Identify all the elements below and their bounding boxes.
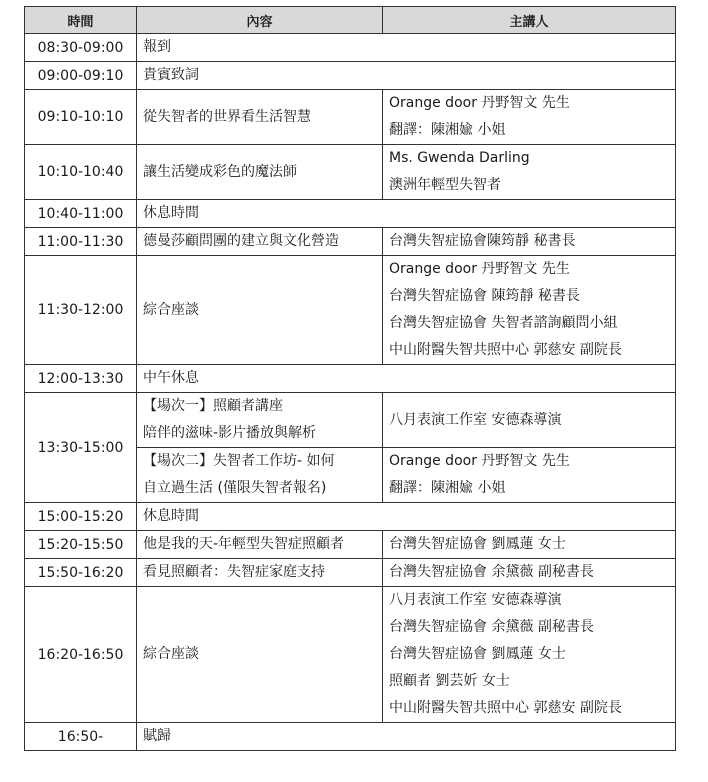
time-cell: 12:00-13:30 (25, 365, 137, 393)
time-cell: 15:50-16:20 (25, 559, 137, 587)
table-row (25, 62, 676, 90)
speaker-line: 台灣失智症協會 余黛薇 副秘書長 (389, 564, 594, 580)
content-line: 貴賓致詞 (143, 67, 199, 83)
speaker-line: Orange door 丹野智文 先生 (389, 95, 570, 111)
time-cell: 16:20-16:50 (25, 587, 137, 723)
content-line: 看見照顧者：失智症家庭支持 (143, 564, 325, 580)
time-cell: 15:20-15:50 (25, 531, 137, 559)
speaker-line: 照顧者 劉芸妡 女士 (389, 673, 510, 689)
time-cell: 15:00-15:20 (25, 503, 137, 531)
speaker-line: 八月表演工作室 安德森導演 (389, 592, 562, 608)
content-line: 陪伴的滋味-影片播放與解析 (143, 425, 317, 441)
time-cell: 11:30-12:00 (25, 256, 137, 365)
time-cell: 13:30-15:00 (25, 393, 137, 503)
content-cell (137, 448, 383, 503)
content-line: 綜合座談 (143, 301, 199, 318)
speaker-line: 翻譯：陳湘婾 小姐 (389, 122, 506, 138)
speaker-line: 澳洲年輕型失智者 (389, 177, 501, 193)
content-cell (137, 531, 383, 559)
content-line: 【場次二】失智者工作坊- 如何 (143, 453, 335, 469)
speaker-line: Orange door 丹野智文 先生 (389, 453, 570, 469)
table-row (25, 200, 676, 228)
table-row (25, 559, 676, 587)
table-row (25, 503, 676, 531)
content-line: 休息時間 (143, 508, 199, 524)
speaker-cell (383, 228, 676, 256)
speaker-line: 八月表演工作室 安德森導演 (389, 411, 562, 428)
table-row (25, 723, 676, 751)
content-cell (137, 62, 676, 90)
content-cell (137, 200, 676, 228)
header-speaker: 主講人 (383, 7, 676, 34)
table-row (25, 228, 676, 256)
content-cell (137, 393, 383, 448)
content-line: 他是我的天-年輕型失智症照顧者 (143, 536, 345, 552)
speaker-line: 台灣失智症協會 陳筠靜 秘書長 (389, 288, 580, 304)
time-cell: 09:10-10:10 (25, 90, 137, 145)
speaker-line: Orange door 丹野智文 先生 (389, 261, 570, 277)
header-content: 內容 (137, 7, 383, 34)
content-cell (137, 228, 383, 256)
content-cell (137, 559, 383, 587)
table-row (25, 365, 676, 393)
time-cell: 10:10-10:40 (25, 145, 137, 200)
content-line: 德曼莎顧問團的建立與文化營造 (143, 233, 339, 249)
speaker-line: 台灣失智症協會 劉鳳蓮 女士 (389, 536, 566, 552)
header-row (25, 7, 676, 34)
speaker-cell (383, 559, 676, 587)
content-line: 自立過生活 (僅限失智者報名) (143, 480, 327, 496)
speaker-line: Ms. Gwenda Darling (389, 150, 530, 166)
time-cell: 10:40-11:00 (25, 200, 137, 228)
time-cell: 09:00-09:10 (25, 62, 137, 90)
content-cell (137, 145, 383, 200)
speaker-line: 台灣失智症協會陳筠靜 秘書長 (389, 233, 576, 249)
content-cell (137, 587, 383, 723)
speaker-line: 中山附醫失智共照中心 郭慈安 副院長 (389, 700, 622, 716)
content-line: 從失智者的世界看生活智慧 (143, 108, 311, 125)
speaker-line: 台灣失智症協會 余黛薇 副秘書長 (389, 619, 594, 635)
content-line: 【場次一】照顧者講座 (143, 398, 283, 414)
time-cell: 08:30-09:00 (25, 34, 137, 62)
content-cell (137, 90, 383, 145)
content-line: 綜合座談 (143, 646, 199, 662)
speaker-line: 台灣失智症協會 劉鳳蓮 女士 (389, 646, 566, 662)
speaker-line: 中山附醫失智共照中心 郭慈安 副院長 (389, 342, 622, 358)
table-row (25, 587, 676, 723)
speaker-cell (383, 587, 676, 723)
header-time: 時間 (25, 7, 137, 34)
schedule-table (24, 6, 676, 751)
speaker-cell (383, 256, 676, 365)
content-line: 賦歸 (143, 728, 171, 744)
content-line: 報到 (143, 39, 171, 55)
table-row (25, 90, 676, 145)
speaker-cell (383, 531, 676, 559)
speaker-cell (383, 393, 676, 448)
table-row (25, 256, 676, 365)
speaker-line: 台灣失智症協會 失智者諮詢顧問小組 (389, 315, 618, 331)
table-row (25, 531, 676, 559)
content-cell (137, 503, 676, 531)
table-row (25, 393, 676, 448)
content-line: 中午休息 (143, 370, 199, 386)
speaker-cell (383, 90, 676, 145)
time-cell: 11:00-11:30 (25, 228, 137, 256)
speaker-cell (383, 145, 676, 200)
table-row (25, 145, 676, 200)
speaker-line: 翻譯：陳湘婾 小姐 (389, 480, 506, 496)
time-cell: 16:50- (25, 723, 137, 751)
content-cell (137, 365, 676, 393)
content-cell (137, 256, 383, 365)
content-cell (137, 34, 676, 62)
content-cell (137, 723, 676, 751)
content-line: 休息時間 (143, 205, 199, 221)
content-line: 讓生活變成彩色的魔法師 (143, 163, 297, 180)
speaker-cell (383, 448, 676, 503)
table-row (25, 34, 676, 62)
